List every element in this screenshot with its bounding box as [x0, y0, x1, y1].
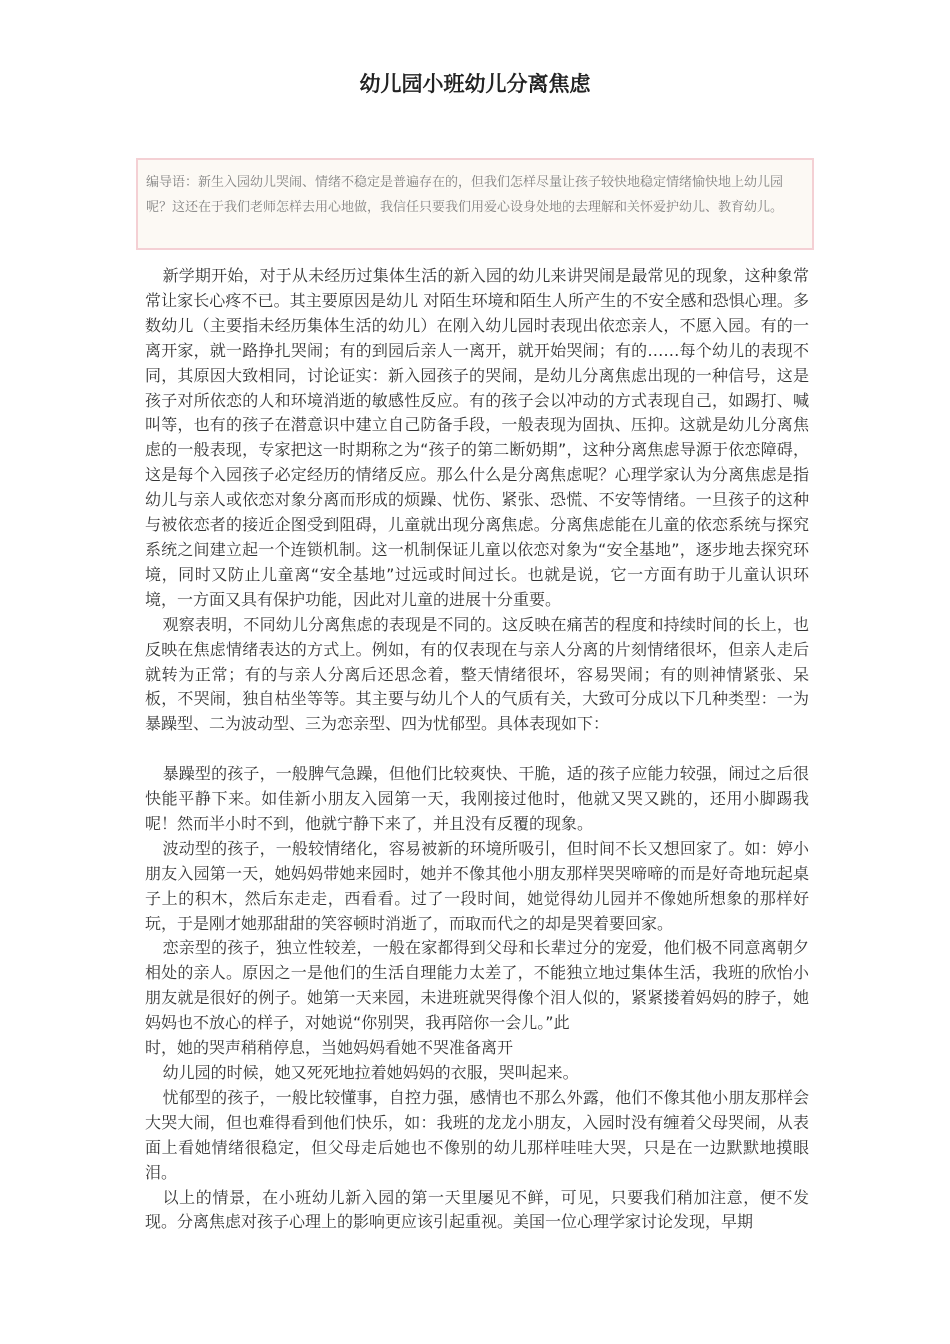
body-paragraph: 波动型的孩子，一般较情绪化，容易被新的环境所吸引，但时间不长又想回家了。如：婷小朋友入园第一天，她妈妈带她来园时，她并不像其他小朋友那样哭哭啼啼的而是好奇地玩起桌子上的积木，然后东走走，西看看。过了一段时间，她觉得幼儿园并不像她所想象的那样好玩，于是刚才她那甜甜的笑容顿时消逝了，而取而代之的却是哭着要回家。: [145, 838, 809, 933]
article-body: [145, 264, 809, 1235]
body-paragraph: 观察表明，不同幼儿分离焦虑的表现是不同的。这反映在痛苦的程度和持续时间的长上，也反映在焦虑情绪表达的方式上。例如，有的仅表现在与亲人分离的片刻情绪很坏，但亲人走后就转为正常；有的与亲人分离后还思念着，整天情绪很坏，容易哭闹；有的则神情紧张、呆板，不哭闹，独自枯坐等等。其主要与幼儿个人的气质有关，大致可分成以下几种类型：一为暴躁型、二为波动型、三为恋亲型、四为忧郁型。具体表现如下：: [145, 614, 809, 734]
body-paragraph: 幼儿园的时候，她又死死地拉着她妈妈的衣服，哭叫起来。: [162, 1062, 579, 1082]
body-paragraph: 恋亲型的孩子，独立性较差，一般在家都得到父母和长辈过分的宠爱，他们极不同意离朝夕相处的亲人。原因之一是他们的生活自理能力太差了，不能独立地过集体生活，我班的欣怡小朋友就是很好的例子。她第一天来园，未进班就哭得像个泪人似的，紧紧搂着妈妈的脖子，她妈妈也不放心的样子，对她说“你别哭，我再陪你一会儿。”此: [145, 938, 809, 1033]
body-paragraph: 新学期开始，对于从未经历过集体生活的新入园的幼儿来讲哭闹是最常见的现象，这种象常常让家长心疼不已。其主要原因是幼儿 对陌生环境和陌生人所产生的不安全感和恐惧心理。多数幼儿（主要指未经历集体生活的幼儿）在刚入幼儿园时表现出依恋亲人，不愿入园。有的一离开家，就一路挣扎哭闹；有的到园后亲人一离开，就开始哭闹；有的……每个幼儿的表现不同，其原因大致相同，讨论证实：新入园孩子的哭闹，是幼儿分离焦虑出现的一种信号，这是孩子对所依恋的人和环境消逝的敏感性反应。有的孩子会以冲动的方式表现自己，如踢打、喊叫等，也有的孩子在潜意识中建立自己防备手段，一般表现为固执、压抑。这就是幼儿分离焦虑的一般表现，专家把这一时期称之为“孩子的第二断奶期”，这种分离焦虑导源于依恋障碍，这是每个入园孩子必定经历的情绪反应。那么什么是分离焦虑呢？心理学家认为分离焦虑是指幼儿与亲人或依恋对象分离而形成的烦躁、忧伤、紧张、恐慌、不安等情绪。一旦孩子的这种与被依恋者的接近企图受到阻碍，儿童就出现分离焦虑。分离焦虑能在儿童的依恋系统与探究系统之间建立起一个连锁机制。这一机制保证儿童以依恋对象为“安全基地”，逐步地去探究环境，同时又防止儿童离“安全基地”过远或时间过长。也就是说，它一方面有助于儿童认识环境，一方面又具有保护功能，因此对儿童的进展十分重要。: [145, 266, 809, 609]
body-paragraph: 时，她的哭声稍稍停息，当她妈妈看她不哭准备离开: [145, 1038, 514, 1058]
body-paragraph: 暴躁型的孩子，一般脾气急躁，但他们比较爽快、干脆，适的孩子应能力较强，闹过之后很快能平静下来。如佳新小朋友入园第一天，我刚接过他时，他就又哭又跳的，还用小脚踢我呢！然而半小时不到，他就宁静下来了，并且没有反覆的现象。: [145, 764, 809, 833]
body-paragraph: 忧郁型的孩子，一般比较懂事，自控力强，感情也不那么外露，他们不像其他小朋友那样会大哭大闹，但也难得看到他们快乐，如：我班的龙龙小朋友，入园时没有缠着父母哭闹，从表面上看她情绪很稳定，但父母走后她也不像别的幼儿那样哇哇大哭，只是在一边默默地摸眼泪。: [145, 1087, 809, 1182]
editor-intro-text: 编导语：新生入园幼儿哭闹、情绪不稳定是普遍存在的，但我们怎样尽量让孩子较快地稳定情绪愉快地上幼儿园呢？这还在于我们老师怎样去用心地做，我信任只要我们用爱心设身处地的去理解和关怀爱护幼儿、教育幼儿。: [146, 175, 784, 215]
document-title: 幼儿园小班幼儿分离焦虑: [359, 72, 591, 96]
editor-intro-box: [136, 158, 814, 250]
body-paragraph: 以上的情景，在小班幼儿新入园的第一天里屡见不鲜，可见，只要我们稍加注意，便不发现。分离焦虑对孩子心理上的影响更应该引起重视。美国一位心理学家讨论发现，早期: [145, 1187, 809, 1232]
paragraph-spacer: [145, 737, 809, 762]
